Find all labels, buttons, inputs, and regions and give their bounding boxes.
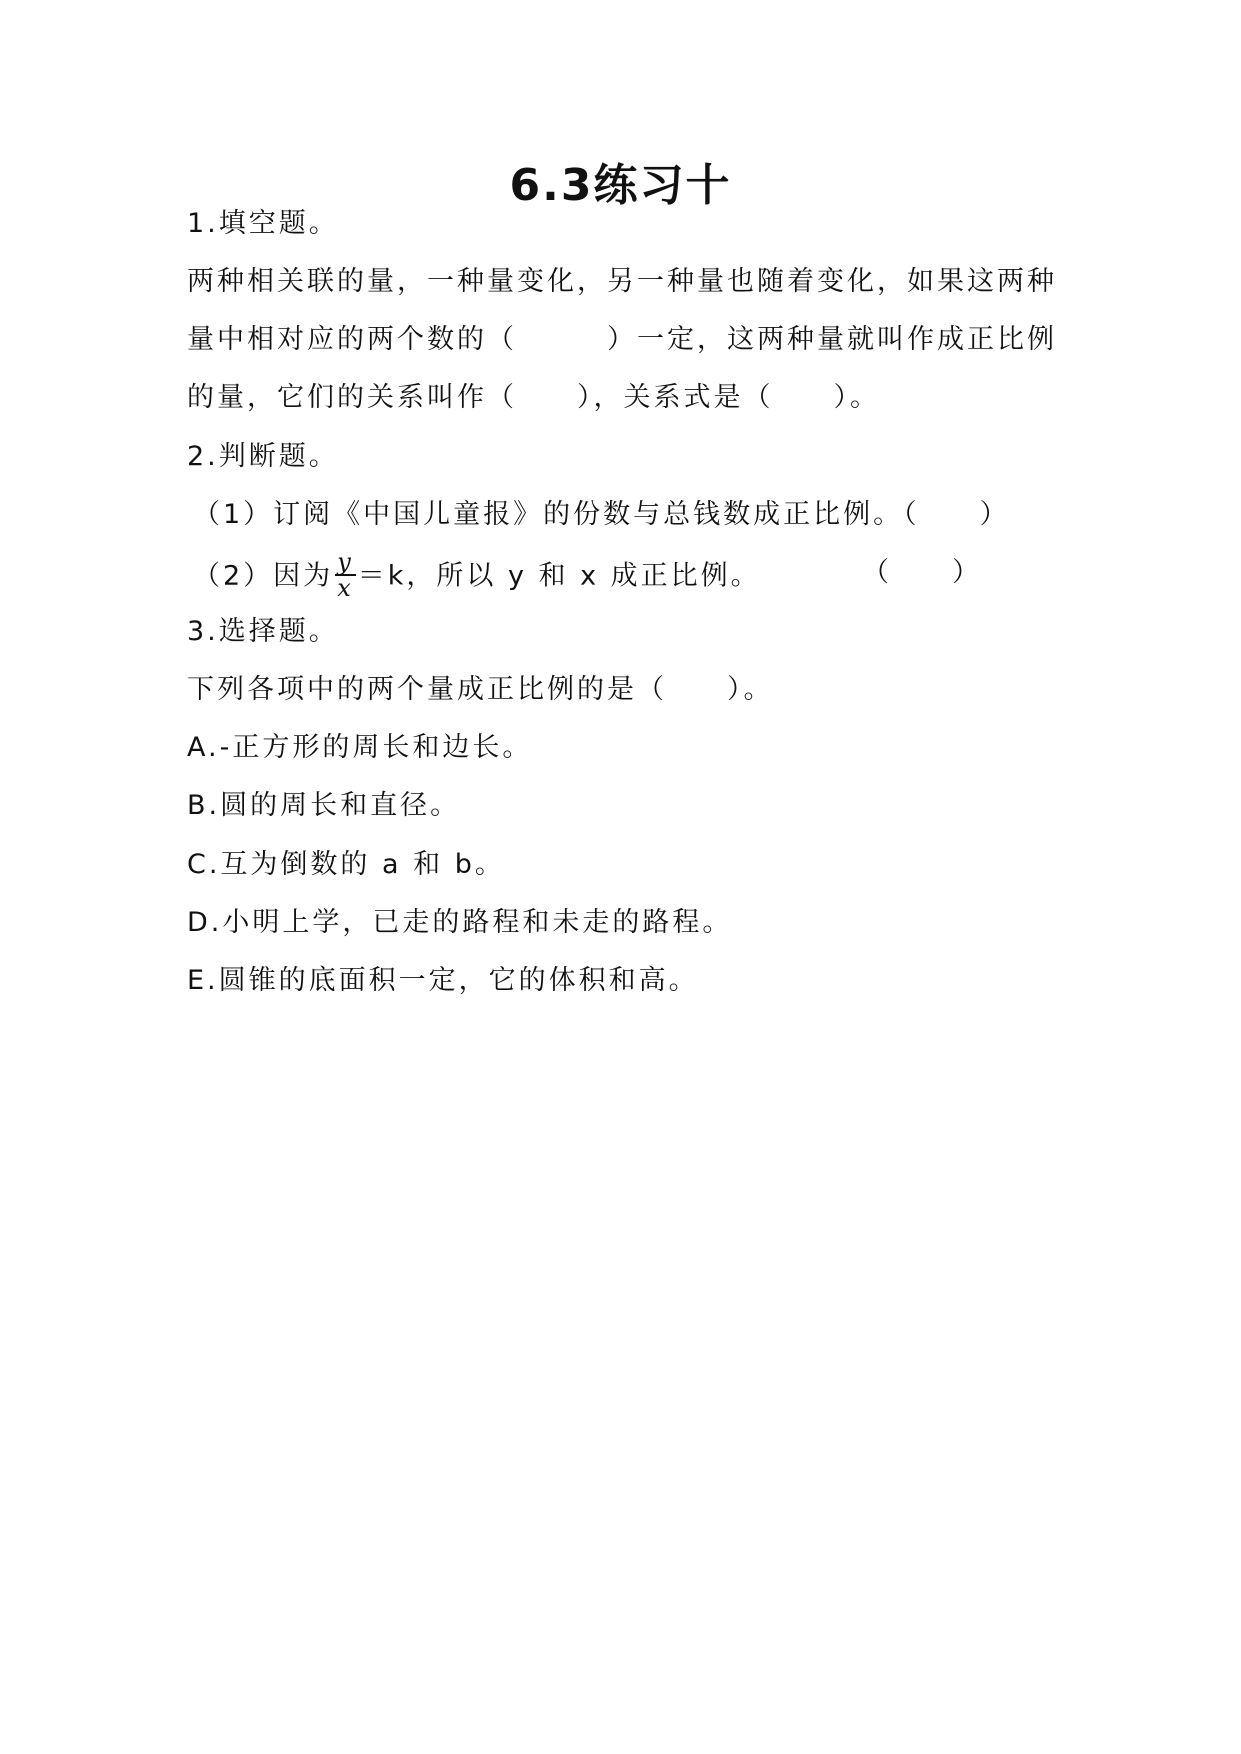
fraction-y-over-x — [335, 548, 356, 602]
choice-option-d: D.小明上学，已走的路程和未走的路程。 — [187, 907, 733, 938]
section-3-heading: 3.选择题。 — [187, 616, 339, 647]
section-1-heading: 1.填空题。 — [187, 208, 339, 239]
fraction-denominator: x — [337, 574, 354, 602]
choice-option-b: B.圆的周长和直径。 — [187, 790, 461, 821]
judge-item-2-suffix: ＝k，所以 y 和 x 成正比例。 — [357, 560, 761, 592]
judge-item-2 — [193, 548, 761, 602]
choice-option-e: E.圆锥的底面积一定，它的体积和高。 — [187, 965, 699, 996]
section-2-heading: 2.判断题。 — [187, 441, 339, 472]
choice-option-c: C.互为倒数的 a 和 b。 — [187, 849, 505, 880]
page-title: 6.3练习十 — [509, 160, 732, 211]
choice-option-a: A.-正方形的周长和边长。 — [187, 732, 533, 763]
fraction-numerator: y — [337, 548, 354, 576]
judge-item-2-prefix: （2）因为 — [193, 560, 334, 592]
section-1-text-line-1: 两种相关联的量，一种量变化，另一种量也随着变化，如果这两种 — [187, 266, 1057, 297]
choice-question: 下列各项中的两个量成正比例的是（ ）。 — [187, 674, 774, 705]
judge-item-2-blank: （ ） — [862, 557, 982, 588]
section-1-text-line-3: 的量，它们的关系叫作（ ），关系式是（ ）。 — [187, 382, 880, 413]
section-1-text-line-2: 量中相对应的两个数的（ ）一定，这两种量就叫作成正比例 — [187, 324, 1057, 355]
judge-item-1: （1）订阅《中国儿童报》的份数与总钱数成正比例。（ ） — [193, 499, 1010, 530]
